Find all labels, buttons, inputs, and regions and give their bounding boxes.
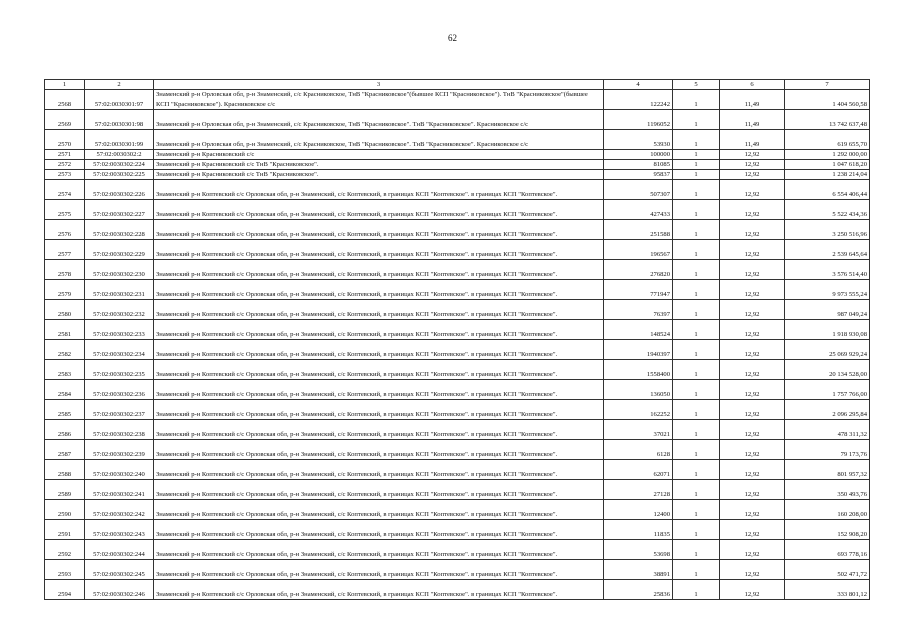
cadastral-number: 57:02:0030302:246 [85, 580, 154, 600]
rate-value: 12,92 [720, 170, 785, 180]
share-value: 1 [673, 540, 720, 560]
area-value: 62071 [604, 460, 673, 480]
location-description: Знаменский р-н Коптевский с/с Орловская обл, р-н Знаменский, с/с Коптевский, в границах КСП "Коптевское". в границах КСП "Коптевское". [154, 380, 604, 400]
area-value: 1196052 [604, 110, 673, 130]
share-value: 1 [673, 380, 720, 400]
cadastral-number: 57:02:0030302:224 [85, 160, 154, 170]
row-number: 2585 [45, 400, 85, 420]
location-description: Знаменский р-н Орловская обл, р-н Знаменский, с/с Красниковское, ТнВ "Красниковское". ТнВ "Красниковское". Красниковское с/с [154, 130, 604, 150]
row-number: 2577 [45, 240, 85, 260]
area-value: 162252 [604, 400, 673, 420]
cadastral-value: 3 576 514,40 [785, 260, 870, 280]
rate-value: 12,92 [720, 360, 785, 380]
row-number: 2583 [45, 360, 85, 380]
share-value: 1 [673, 160, 720, 170]
cadastral-value: 6 554 406,44 [785, 180, 870, 200]
share-value: 1 [673, 260, 720, 280]
share-value: 1 [673, 580, 720, 600]
cadastral-value: 3 250 516,96 [785, 220, 870, 240]
location-description: Знаменский р-н Орловская обл, р-н Знаменский, с/с Красниковское, ТнВ "Красниковское"(бывшее КСП "Красниковское"). ТнВ "Красниковское"(бывшее КСП "Красниковское"). Красниковское с/с [154, 90, 604, 110]
share-value: 1 [673, 220, 720, 240]
cadastral-value: 801 957,32 [785, 460, 870, 480]
cadastral-value: 2 096 295,84 [785, 400, 870, 420]
share-value: 1 [673, 480, 720, 500]
land-registry-table [44, 79, 870, 600]
row-number: 2591 [45, 520, 85, 540]
table-row [45, 180, 870, 200]
share-value: 1 [673, 440, 720, 460]
share-value: 1 [673, 300, 720, 320]
share-value: 1 [673, 460, 720, 480]
rate-value: 12,92 [720, 150, 785, 160]
row-number: 2589 [45, 480, 85, 500]
page-number: 62 [448, 33, 457, 43]
rate-value: 12,92 [720, 180, 785, 200]
location-description: Знаменский р-н Коптевский с/с Орловская обл, р-н Знаменский, с/с Коптевский, в границах КСП "Коптевское". в границах КСП "Коптевское". [154, 540, 604, 560]
cadastral-value: 152 908,20 [785, 520, 870, 540]
cadastral-value: 1 757 766,00 [785, 380, 870, 400]
cadastral-number: 57:02:0030302:241 [85, 480, 154, 500]
cadastral-number: 57:02:0030301:97 [85, 90, 154, 110]
row-number: 2569 [45, 110, 85, 130]
rate-value: 12,92 [720, 540, 785, 560]
location-description: Знаменский р-н Коптевский с/с Орловская обл, р-н Знаменский, с/с Коптевский, в границах КСП "Коптевское". в границах КСП "Коптевское". [154, 220, 604, 240]
table-row [45, 200, 870, 220]
cadastral-value: 2 539 645,64 [785, 240, 870, 260]
cadastral-value: 1 404 560,58 [785, 90, 870, 110]
location-description: Знаменский р-н Коптевский с/с Орловская обл, р-н Знаменский, с/с Коптевский, в границах КСП "Коптевское". в границах КСП "Коптевское". [154, 280, 604, 300]
location-description: Знаменский р-н Коптевский с/с Орловская обл, р-н Знаменский, с/с Коптевский, в границах КСП "Коптевское". в границах КСП "Коптевское". [154, 340, 604, 360]
table-row [45, 400, 870, 420]
area-value: 12400 [604, 500, 673, 520]
cadastral-number: 57:02:0030302:235 [85, 360, 154, 380]
area-value: 427433 [604, 200, 673, 220]
row-number: 2590 [45, 500, 85, 520]
cadastral-value: 9 973 555,24 [785, 280, 870, 300]
column-header: 5 [673, 80, 720, 90]
rate-value: 11,49 [720, 90, 785, 110]
rate-value: 12,92 [720, 440, 785, 460]
location-description: Знаменский р-н Коптевский с/с Орловская обл, р-н Знаменский, с/с Коптевский, в границах КСП "Коптевское". в границах КСП "Коптевское". [154, 400, 604, 420]
row-number: 2581 [45, 320, 85, 340]
rate-value: 12,92 [720, 200, 785, 220]
location-description: Знаменский р-н Коптевский с/с Орловская обл, р-н Знаменский, с/с Коптевский, в границах КСП "Коптевское". в границах КСП "Коптевское". [154, 180, 604, 200]
share-value: 1 [673, 130, 720, 150]
cadastral-value: 502 471,72 [785, 560, 870, 580]
area-value: 6128 [604, 440, 673, 460]
share-value: 1 [673, 280, 720, 300]
location-description: Знаменский р-н Коптевский с/с Орловская обл, р-н Знаменский, с/с Коптевский, в границах КСП "Коптевское". в границах КСП "Коптевское". [154, 520, 604, 540]
table-row [45, 110, 870, 130]
table-row [45, 320, 870, 340]
cadastral-number: 57:02:0030302:242 [85, 500, 154, 520]
row-number: 2572 [45, 160, 85, 170]
cadastral-number: 57:02:0030302:238 [85, 420, 154, 440]
location-description: Знаменский р-н Коптевский с/с Орловская обл, р-н Знаменский, с/с Коптевский, в границах КСП "Коптевское". в границах КСП "Коптевское". [154, 260, 604, 280]
location-description: Знаменский р-н Коптевский с/с Орловская обл, р-н Знаменский, с/с Коптевский, в границах КСП "Коптевское". в границах КСП "Коптевское". [154, 240, 604, 260]
location-description: Знаменский р-н Коптевский с/с Орловская обл, р-н Знаменский, с/с Коптевский, в границах КСП "Коптевское". в границах КСП "Коптевское". [154, 500, 604, 520]
table-row [45, 420, 870, 440]
share-value: 1 [673, 520, 720, 540]
cadastral-value: 5 522 434,36 [785, 200, 870, 220]
share-value: 1 [673, 90, 720, 110]
area-value: 27128 [604, 480, 673, 500]
row-number: 2588 [45, 460, 85, 480]
rate-value: 12,92 [720, 580, 785, 600]
cadastral-value: 13 742 637,48 [785, 110, 870, 130]
area-value: 251588 [604, 220, 673, 240]
area-value: 53930 [604, 130, 673, 150]
location-description: Знаменский р-н Красниковский с/с [154, 150, 604, 160]
rate-value: 12,92 [720, 500, 785, 520]
cadastral-number: 57:02:0030302:244 [85, 540, 154, 560]
rate-value: 12,92 [720, 380, 785, 400]
table-row [45, 220, 870, 240]
cadastral-number: 57:02:0030302:233 [85, 320, 154, 340]
row-number: 2573 [45, 170, 85, 180]
cadastral-number: 57:02:0030302:236 [85, 380, 154, 400]
table-row [45, 540, 870, 560]
location-description: Знаменский р-н Коптевский с/с Орловская обл, р-н Знаменский, с/с Коптевский, в границах КСП "Коптевское". в границах КСП "Коптевское". [154, 560, 604, 580]
share-value: 1 [673, 110, 720, 130]
area-value: 100000 [604, 150, 673, 160]
table-row [45, 580, 870, 600]
area-value: 37021 [604, 420, 673, 440]
area-value: 196567 [604, 240, 673, 260]
cadastral-value: 20 134 528,00 [785, 360, 870, 380]
rate-value: 12,92 [720, 320, 785, 340]
location-description: Знаменский р-н Коптевский с/с Орловская обл, р-н Знаменский, с/с Коптевский, в границах КСП "Коптевское". в границах КСП "Коптевское". [154, 200, 604, 220]
share-value: 1 [673, 500, 720, 520]
row-number: 2580 [45, 300, 85, 320]
rate-value: 12,92 [720, 220, 785, 240]
cadastral-number: 57:02:0030302:230 [85, 260, 154, 280]
cadastral-value: 160 208,00 [785, 500, 870, 520]
location-description: Знаменский р-н Коптевский с/с Орловская обл, р-н Знаменский, с/с Коптевский, в границах КСП "Коптевское". в границах КСП "Коптевское". [154, 360, 604, 380]
share-value: 1 [673, 320, 720, 340]
share-value: 1 [673, 560, 720, 580]
area-value: 136050 [604, 380, 673, 400]
table-row [45, 130, 870, 150]
location-description: Знаменский р-н Коптевский с/с Орловская обл, р-н Знаменский, с/с Коптевский, в границах КСП "Коптевское". в границах КСП "Коптевское". [154, 440, 604, 460]
table-row [45, 170, 870, 180]
rate-value: 12,92 [720, 340, 785, 360]
rate-value: 12,92 [720, 300, 785, 320]
share-value: 1 [673, 200, 720, 220]
area-value: 25836 [604, 580, 673, 600]
cadastral-value: 987 049,24 [785, 300, 870, 320]
share-value: 1 [673, 400, 720, 420]
share-value: 1 [673, 170, 720, 180]
cadastral-number: 57:02:0030302:2 [85, 150, 154, 160]
rate-value: 12,92 [720, 460, 785, 480]
share-value: 1 [673, 340, 720, 360]
cadastral-value: 1 292 000,00 [785, 150, 870, 160]
area-value: 122242 [604, 90, 673, 110]
cadastral-number: 57:02:0030302:229 [85, 240, 154, 260]
row-number: 2579 [45, 280, 85, 300]
table-row [45, 560, 870, 580]
share-value: 1 [673, 360, 720, 380]
cadastral-number: 57:02:0030302:232 [85, 300, 154, 320]
row-number: 2570 [45, 130, 85, 150]
cadastral-number: 57:02:0030302:231 [85, 280, 154, 300]
rate-value: 12,92 [720, 260, 785, 280]
table-row [45, 480, 870, 500]
cadastral-number: 57:02:0030301:99 [85, 130, 154, 150]
row-number: 2586 [45, 420, 85, 440]
row-number: 2578 [45, 260, 85, 280]
column-header: 7 [785, 80, 870, 90]
cadastral-number: 57:02:0030302:237 [85, 400, 154, 420]
cadastral-value: 1 918 930,08 [785, 320, 870, 340]
column-header: 3 [154, 80, 604, 90]
table-row [45, 160, 870, 170]
location-description: Знаменский р-н Коптевский с/с Орловская обл, р-н Знаменский, с/с Коптевский, в границах КСП "Коптевское". в границах КСП "Коптевское". [154, 300, 604, 320]
cadastral-value: 25 069 929,24 [785, 340, 870, 360]
rate-value: 12,92 [720, 400, 785, 420]
row-number: 2576 [45, 220, 85, 240]
table-row [45, 500, 870, 520]
share-value: 1 [673, 180, 720, 200]
row-number: 2582 [45, 340, 85, 360]
row-number: 2568 [45, 90, 85, 110]
column-header: 6 [720, 80, 785, 90]
area-value: 1558400 [604, 360, 673, 380]
table-row [45, 340, 870, 360]
cadastral-value: 619 655,70 [785, 130, 870, 150]
area-value: 95837 [604, 170, 673, 180]
cadastral-value: 693 778,16 [785, 540, 870, 560]
rate-value: 12,92 [720, 160, 785, 170]
area-value: 53698 [604, 540, 673, 560]
rate-value: 12,92 [720, 560, 785, 580]
area-value: 771947 [604, 280, 673, 300]
location-description: Знаменский р-н Коптевский с/с Орловская обл, р-н Знаменский, с/с Коптевский, в границах КСП "Коптевское". в границах КСП "Коптевское". [154, 580, 604, 600]
cadastral-number: 57:02:0030302:240 [85, 460, 154, 480]
location-description: Знаменский р-н Орловская обл, р-н Знаменский, с/с Красниковское, ТнВ "Красниковское". ТнВ "Красниковское". Красниковское с/с [154, 110, 604, 130]
table-row [45, 150, 870, 160]
row-number: 2584 [45, 380, 85, 400]
row-number: 2594 [45, 580, 85, 600]
table-row [45, 300, 870, 320]
rate-value: 11,49 [720, 110, 785, 130]
cadastral-number: 57:02:0030302:239 [85, 440, 154, 460]
rate-value: 12,92 [720, 420, 785, 440]
area-value: 276820 [604, 260, 673, 280]
area-value: 81085 [604, 160, 673, 170]
cadastral-value: 1 238 214,04 [785, 170, 870, 180]
location-description: Знаменский р-н Коптевский с/с Орловская обл, р-н Знаменский, с/с Коптевский, в границах КСП "Коптевское". в границах КСП "Коптевское". [154, 460, 604, 480]
location-description: Знаменский р-н Коптевский с/с Орловская обл, р-н Знаменский, с/с Коптевский, в границах КСП "Коптевское". в границах КСП "Коптевское". [154, 420, 604, 440]
area-value: 76397 [604, 300, 673, 320]
cadastral-value: 333 801,12 [785, 580, 870, 600]
table-row [45, 260, 870, 280]
row-number: 2587 [45, 440, 85, 460]
area-value: 38891 [604, 560, 673, 580]
column-header: 4 [604, 80, 673, 90]
column-header: 1 [45, 80, 85, 90]
cadastral-number: 57:02:0030302:234 [85, 340, 154, 360]
row-number: 2571 [45, 150, 85, 160]
rate-value: 11,49 [720, 130, 785, 150]
row-number: 2593 [45, 560, 85, 580]
table-row [45, 90, 870, 110]
share-value: 1 [673, 150, 720, 160]
share-value: 1 [673, 420, 720, 440]
table-row [45, 520, 870, 540]
location-description: Знаменский р-н Красниковский с/с ТнВ "Красниковское". [154, 160, 604, 170]
cadastral-number: 57:02:0030302:227 [85, 200, 154, 220]
cadastral-value: 79 173,76 [785, 440, 870, 460]
row-number: 2592 [45, 540, 85, 560]
rate-value: 12,92 [720, 240, 785, 260]
cadastral-number: 57:02:0030302:226 [85, 180, 154, 200]
location-description: Знаменский р-н Коптевский с/с Орловская обл, р-н Знаменский, с/с Коптевский, в границах КСП "Коптевское". в границах КСП "Коптевское". [154, 480, 604, 500]
cadastral-value: 350 493,76 [785, 480, 870, 500]
cadastral-number: 57:02:0030301:98 [85, 110, 154, 130]
row-number: 2575 [45, 200, 85, 220]
share-value: 1 [673, 240, 720, 260]
area-value: 507307 [604, 180, 673, 200]
column-header: 2 [85, 80, 154, 90]
table-header-row [45, 80, 870, 90]
cadastral-value: 1 047 618,20 [785, 160, 870, 170]
cadastral-number: 57:02:0030302:225 [85, 170, 154, 180]
table-row [45, 240, 870, 260]
cadastral-value: 478 311,32 [785, 420, 870, 440]
location-description: Знаменский р-н Красниковский с/с ТнВ "Красниковское". [154, 170, 604, 180]
rate-value: 12,92 [720, 520, 785, 540]
table-row [45, 440, 870, 460]
table-row [45, 380, 870, 400]
row-number: 2574 [45, 180, 85, 200]
table-row [45, 460, 870, 480]
rate-value: 12,92 [720, 280, 785, 300]
area-value: 148524 [604, 320, 673, 340]
table-row [45, 280, 870, 300]
cadastral-number: 57:02:0030302:228 [85, 220, 154, 240]
area-value: 1940397 [604, 340, 673, 360]
rate-value: 12,92 [720, 480, 785, 500]
location-description: Знаменский р-н Коптевский с/с Орловская обл, р-н Знаменский, с/с Коптевский, в границах КСП "Коптевское". в границах КСП "Коптевское". [154, 320, 604, 340]
table-row [45, 360, 870, 380]
area-value: 11835 [604, 520, 673, 540]
cadastral-number: 57:02:0030302:245 [85, 560, 154, 580]
cadastral-number: 57:02:0030302:243 [85, 520, 154, 540]
